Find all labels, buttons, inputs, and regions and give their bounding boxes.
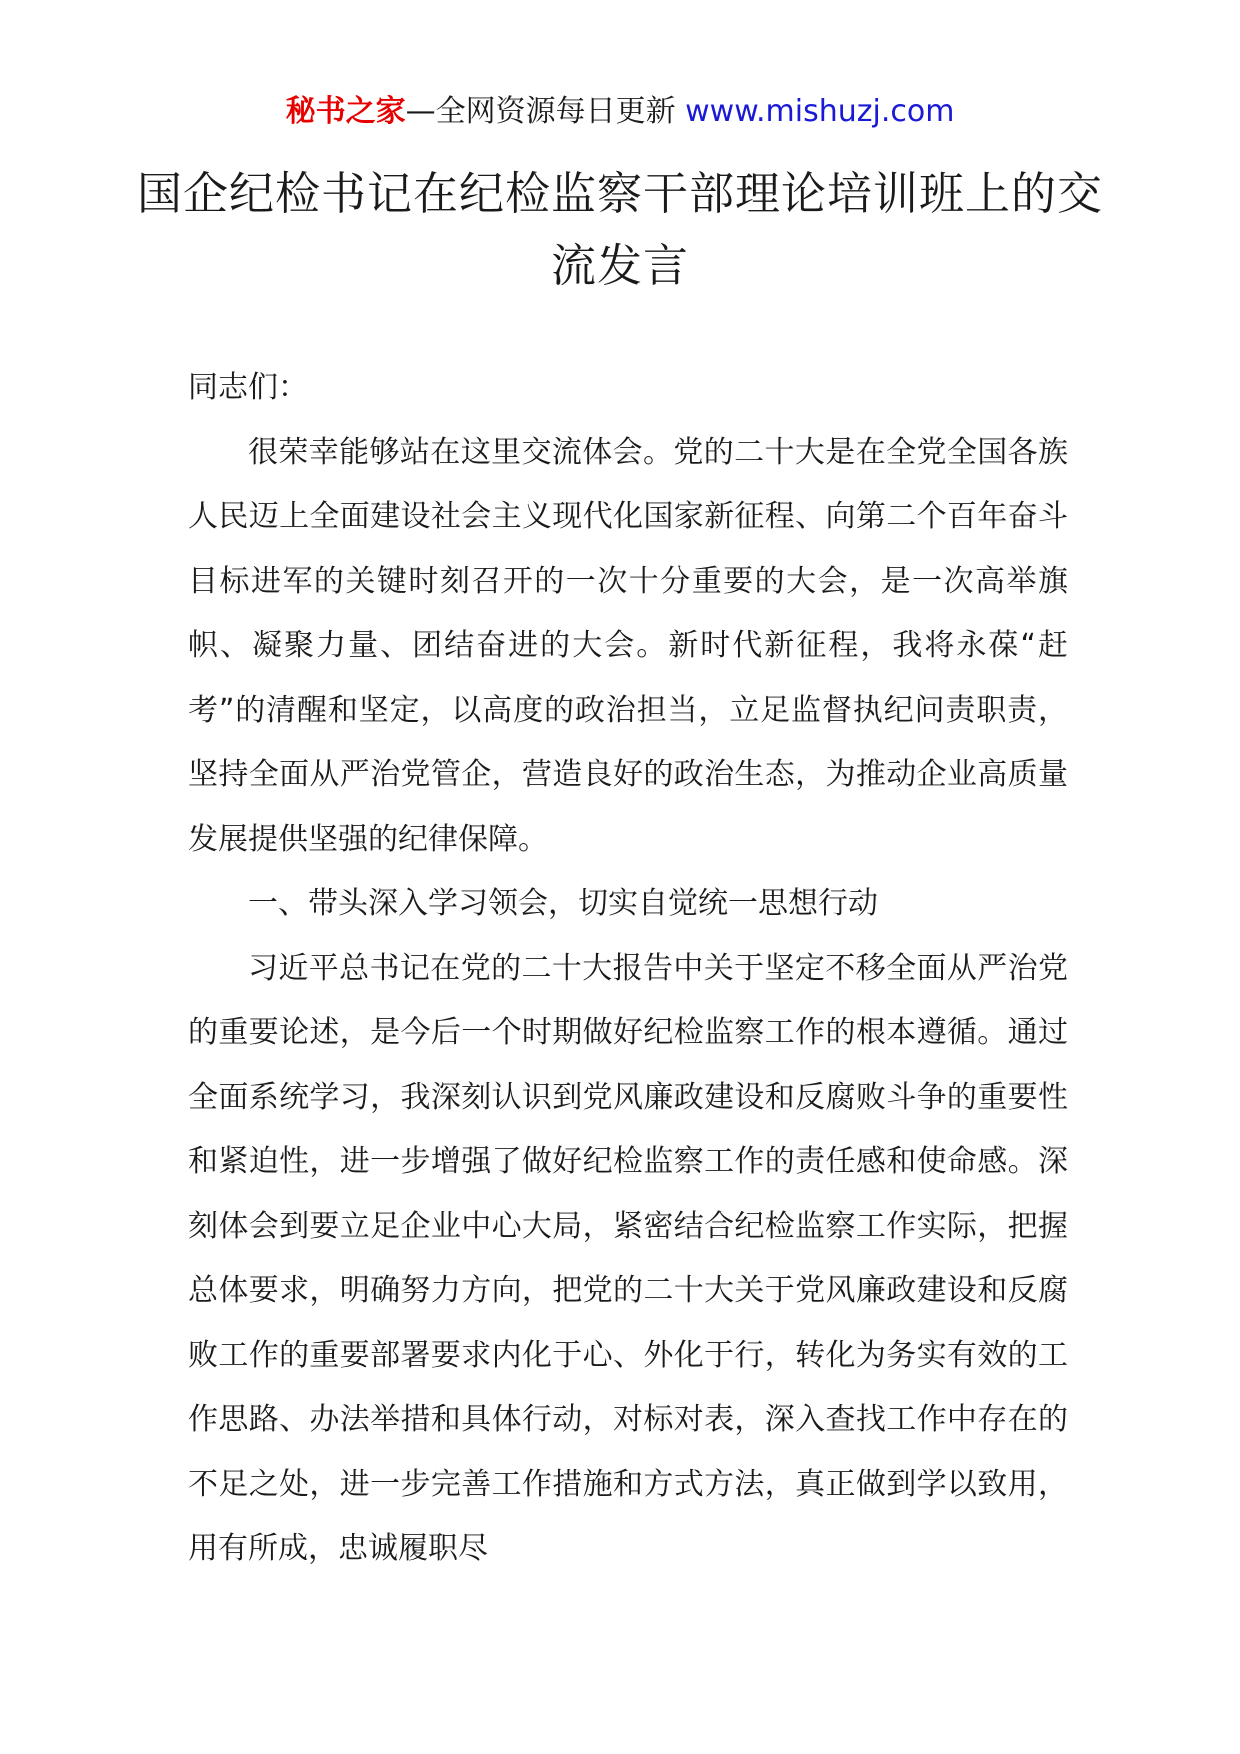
- site-header: [0, 92, 1240, 132]
- brand-name: 秘书之家: [285, 94, 406, 129]
- section-heading-1: 一、带头深入学习领会，切实自觉统一思想行动: [248, 886, 878, 921]
- paragraph-intro: 很荣幸能够站在这里交流体会。党的二十大是在全党全国各族人民迈上全面建设社会主义现代化国家新征程、向第二个百年奋斗目标进军的关键时刻召开的一次十分重要的大会，是一次高举旗帜、凝聚力量、团结奋进的大会。新时代新征程，我将永葆“赶考”的清醒和坚定，以高度的政治担当，立足监督执纪问责职责，坚持全面从严治党管企，营造良好的政治生态，为推动企业高质量发展提供坚强的纪律保障。: [188, 434, 1068, 857]
- document-title: 国企纪检书记在纪检监察干部理论培训班上的交流发言: [136, 167, 1103, 292]
- greeting: 同志们：: [188, 370, 308, 405]
- paragraph-section-1: 习近平总书记在党的二十大报告中关于坚定不移全面从严治党的重要论述，是今后一个时期做好纪检监察工作的根本遵循。通过全面系统学习，我深刻认识到党风廉政建设和反腐败斗争的重要性和紧迫性，进一步增强了做好纪检监察工作的责任感和使命感。深刻体会到要立足企业中心大局，紧密结合纪检监察工作实际，把握总体要求，明确努力方向，把党的二十大关于党风廉政建设和反腐败工作的重要部署要求内化于心、外化于行，转化为务实有效的工作思路、办法举措和具体行动，对标对表，深入查找工作中存在的不足之处，进一步完善工作措施和方式方法，真正做到学以致用，用有所成，忠诚履职尽: [188, 950, 1068, 1566]
- site-url[interactable]: www.mishuzj.com: [685, 94, 955, 129]
- document-body: [188, 356, 1068, 1582]
- site-slogan: —全网资源每日更新: [405, 94, 686, 129]
